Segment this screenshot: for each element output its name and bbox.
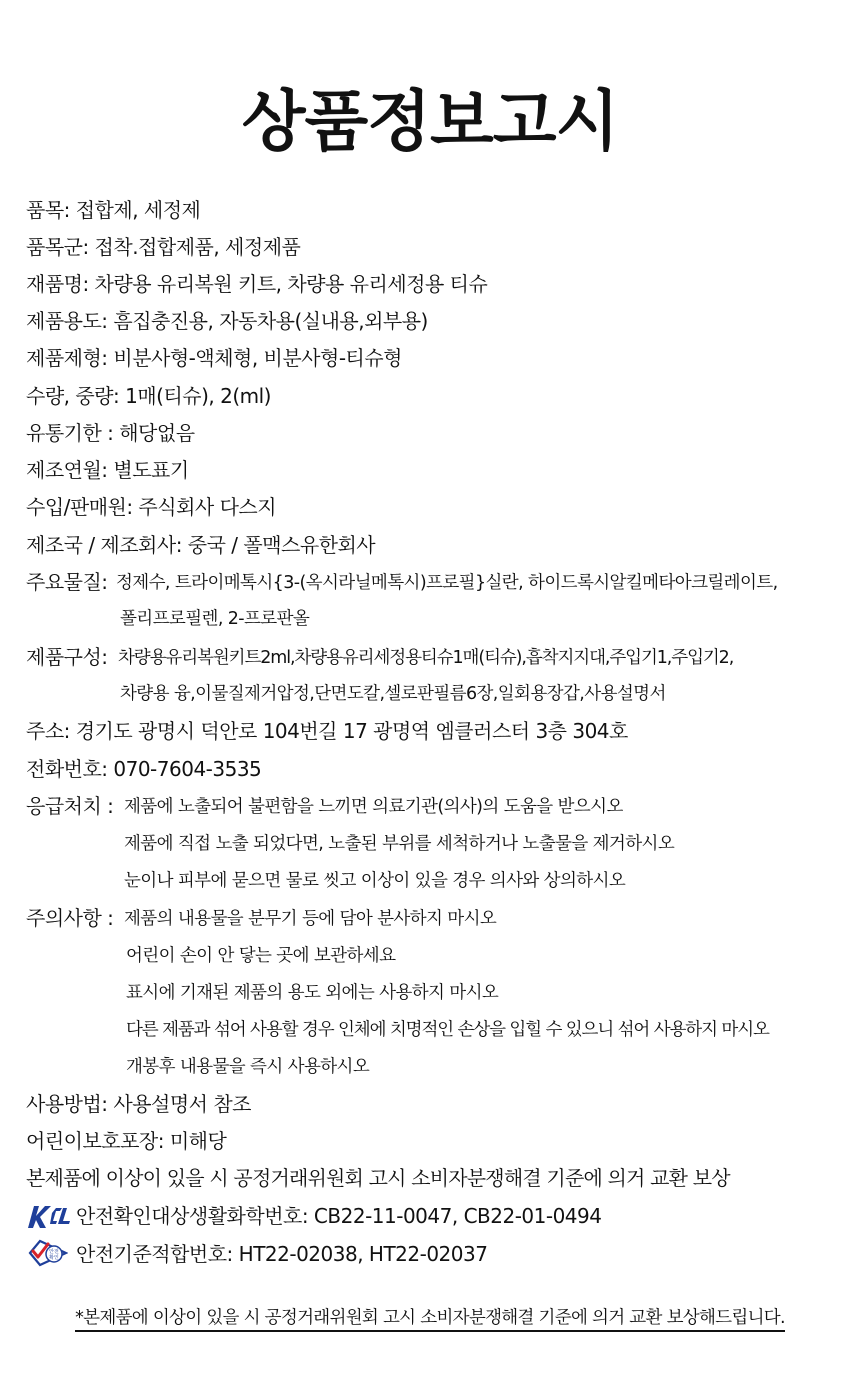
firstaid-line-2: 제품에 직접 노출 되었다면, 노출된 부위를 세척하거나 노출물을 제거하시오 <box>124 834 675 854</box>
firstaid-line-3: 눈이나 피부에 묻으면 물로 씻고 이상이 있을 경우 의사와 상의하시오 <box>124 871 626 891</box>
usage-row: 제품용도: 흠집충진용, 자동차용(실내용,외부용) <box>26 309 428 333</box>
firstaid-line-1: 제품에 노출되어 불편함을 느끼면 의료기관(의사)의 도움을 받으시오 <box>124 797 623 817</box>
caution-line-1: 제품의 내용물을 분무기 등에 담아 분사하지 마시오 <box>124 909 497 929</box>
expiry-row: 유통기한 : 해당없음 <box>26 421 195 445</box>
form-row: 제품제형: 비분사형-액체형, 비분사형-티슈형 <box>26 346 403 370</box>
importer-row: 수입/판매원: 주식회사 다스지 <box>26 495 277 519</box>
substance-label: 주요물질: <box>26 570 108 594</box>
svg-text:안전: 안전 <box>49 1249 59 1255</box>
mfg-date-row: 제조연월: 별도표기 <box>26 458 189 482</box>
kcl-logo-icon <box>26 1202 72 1230</box>
substance-line-1: 정제수, 트라이메톡시{3-(옥시라닐메톡시)프로필}실란, 하이드록시알킬메타아크릴레이트, <box>116 573 778 593</box>
method-row: 사용방법: 사용설명서 참조 <box>26 1092 251 1116</box>
composition-line-2: 차량용 융,이물질제거압정,단면도칼,셀로판필름6장,일회용장갑,사용설명서 <box>120 684 666 704</box>
caution-label: 주의사항 : <box>26 906 114 930</box>
footer-notice <box>0 1303 860 1333</box>
footer-notice-text: *본제품에 이상이 있을 시 공정거래위원회 고시 소비자분쟁해결 기준에 의거 교환 보상해드립니다. <box>75 1308 785 1332</box>
safety-check-logo-icon <box>28 1238 68 1268</box>
firstaid-label: 응급처치 : <box>26 794 114 818</box>
caution-line-2: 어린이 손이 안 닿는 곳에 보관하세요 <box>126 946 396 966</box>
origin-row: 제조국 / 제조회사: 중국 / 폴맥스유한회사 <box>26 533 376 557</box>
caution-line-5: 개봉후 내용물을 즉시 사용하시오 <box>126 1057 370 1077</box>
composition-line-1: 차량용유리복원키트2ml,차량용유리세정용티슈1매(티슈),흡착지지대,주입기1,주입기2, <box>118 648 734 668</box>
caution-line-4: 다른 제품과 섞어 사용할 경우 인체에 치명적인 손상을 입힐 수 있으니 섞어 사용하지 마시오 <box>126 1020 769 1040</box>
group-row: 품목군: 접착.접합제품, 세정제품 <box>26 235 301 259</box>
phone-row: 전화번호: 070-7604-3535 <box>26 757 262 781</box>
substance-line-2: 폴리프로필렌, 2-프로판올 <box>120 609 310 629</box>
svg-text:확인: 확인 <box>49 1255 59 1261</box>
warranty-row: 본제품에 이상이 있을 시 공정거래위원회 고시 소비자분쟁해결 기준에 의거 교환 보상 <box>26 1166 730 1190</box>
quantity-row: 수량, 중량: 1매(티슈), 2(ml) <box>26 384 271 408</box>
kcl-cert-row: 안전확인대상생활화학번호: CB22-11-0047, CB22-01-0494 <box>76 1204 602 1228</box>
item-row: 품목: 접합제, 세정제 <box>26 198 201 222</box>
address-row: 주소: 경기도 광명시 덕안로 104번길 17 광명역 엠클러스터 3층 304호 <box>26 719 628 743</box>
product-name-row: 재품명: 차량용 유리복원 키트, 차량용 유리세정용 티슈 <box>26 272 488 296</box>
composition-label: 제품구성: <box>26 645 108 669</box>
caution-line-3: 표시에 기재된 제품의 용도 외에는 사용하지 마시오 <box>126 983 499 1003</box>
page-title: 상품정보고시 <box>241 83 619 160</box>
child-pack-row: 어린이보호포장: 미해당 <box>26 1129 227 1153</box>
standard-cert-row: 안전기준적합번호: HT22-02038, HT22-02037 <box>76 1242 488 1266</box>
